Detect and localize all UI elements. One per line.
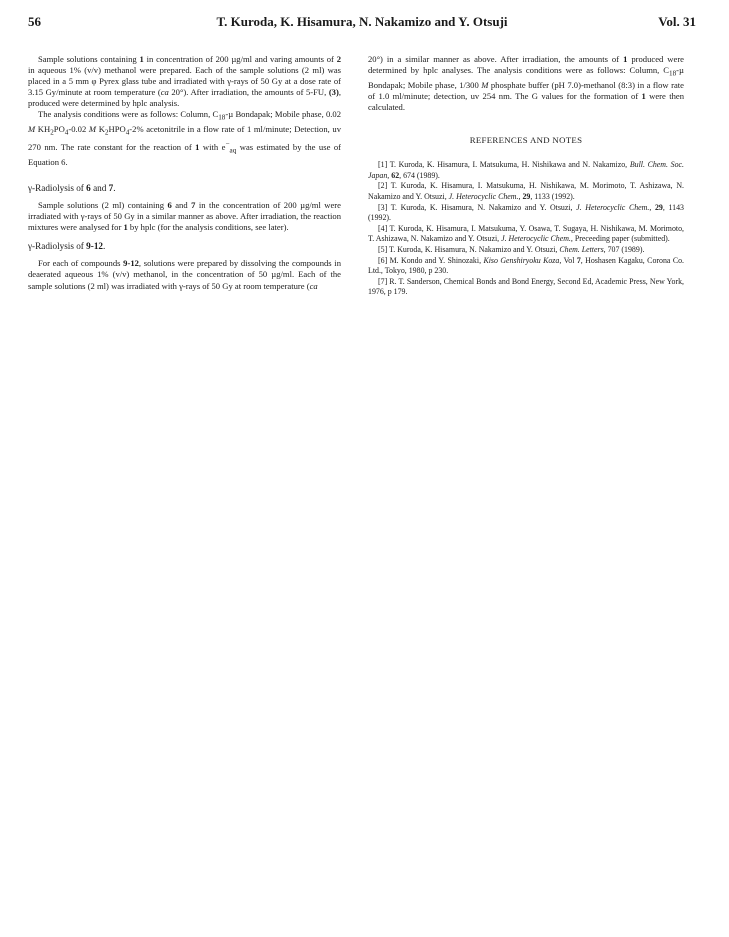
reference-5: [5] T. Kuroda, K. Hisamura, N. Nakamizo and Y. Otsuzi, Chem. Letters, 707 (1989). [378,245,645,255]
paragraph-continued: 20°) in a similar manner as above. After irradiation, the amounts of 1 produced were determined by hplc analyses. The analysis conditions were as follows: Column, $C_{18}-\mu$ Bondapak; Mobile phase, 1/300 M phosphate buffer (pH 7.0)-methanol (8:3) in a flow rate of 1.0 ml/minute; detection, uv 254 nm. The G values for the formation of 1 were then calculated. [368,54,685,113]
section-heading-radiolysis-9-12: γ-Radiolysis of 9-12. [28,241,106,252]
left-column [28,54,341,292]
paragraph-radiolysis-6-7: Sample solutions (2 ml) containing 6 and 7 in the concentration of 200 µg/ml were irradiated with γ-rays of 50 Gy in a similar manner as above. After irradiation, the reaction mixtures were analysed for 1 by hplc (for the analysis conditions, see later). [28,199,341,233]
paragraph-sample-preparation: Sample solutions containing 1 in concentration of 200 µg/ml and varing amounts of 2 in aqueous 1% (v/v) methanol were prepared. Each of the sample solutions (2 ml) was placed in a 5 mm φ Pyrex glass tube and irradiated with γ-rays of 50 Gy at a dose rate of 3.15 Gy/minute at room temperature (ca 20°). After irradiation, the amounts of 5-FU, (3), produced were determined by hplc analysis. [28,54,341,109]
reference-2: [2] T. Kuroda, K. Hisamura, I. Matsukuma, H. Nishikawa, M. Morimoto, T. Ashizawa, N. Nakamizo and Y. Otsuzi, J. Heterocyclic Chem., 29, 1133 (1992). [368,181,684,202]
volume-label: Vol. 31 [658,14,696,29]
paragraph-analysis-conditions: The analysis conditions were as follows: Column, $C_{18}-\mu$ Bondapak; Mobile phase, 0.02 M $KH_2PO_4-0.02$ M $K_2HPO_4-2\%$ acetonitrile in a flow rate of 1 ml/minute; Detection, uv 270 nm. The rate constant for the reaction of 1 with $e^-_{aq}$ was estimated by the use of Equation 6. [28,109,342,167]
right-column [368,54,684,298]
section-heading-radiolysis-6-7: γ-Radiolysis of 6 and 7. [28,182,116,193]
reference-1: [1] T. Kuroda, K. Hisamura, I. Matsukuma, H. Nishikawa and N. Nakamizo, Bull. Chem. Soc. Japan, 62, 674 (1989). [368,160,684,180]
reference-6: [6] M. Kondo and Y. Shinozaki, Kiso Genshiryoku Koza, Vol 7, Hoshasen Kagaku, Corona Co. Ltd., Tokyo, 1980, p 230. [368,255,685,276]
reference-list [368,160,684,298]
reference-4: [4] T. Kuroda, K. Hisamura, I. Matsukuma, Y. Osawa, T. Sugaya, H. Nishikawa, M. Morimoto, T. Ashizawa, N. Nakamizo and Y. Otsuzi, J. Heterocyclic Chem., Preceeding paper (submitted). [368,223,684,244]
reference-7: [7] R. T. Sanderson, Chemical Bonds and Bond Energy, Second Ed, Academic Press, New York, 1976, p 179. [368,276,684,297]
running-head-authors: T. Kuroda, K. Hisamura, N. Nakamizo and Y. Otsuji [216,14,508,29]
references-heading: REFERENCES AND NOTES [469,135,583,146]
page-header [28,14,696,34]
page-number: 56 [28,14,41,29]
paragraph-radiolysis-9-12: For each of compounds 9-12, solutions were prepared by dissolving the compounds in deaerated aqueous 1% (v/v) methanol, in the concentration of 50 µg/ml. Each of the sample solutions (2 ml) was irradiated with γ-rays of 50 Gy at room temperature (ca [28,258,341,291]
reference-3: [3] T. Kuroda, K. Hisamura, N. Nakamizo and Y. Otsuzi, J. Heterocyclic Chem., 29, 1143 (1992). [368,202,684,223]
